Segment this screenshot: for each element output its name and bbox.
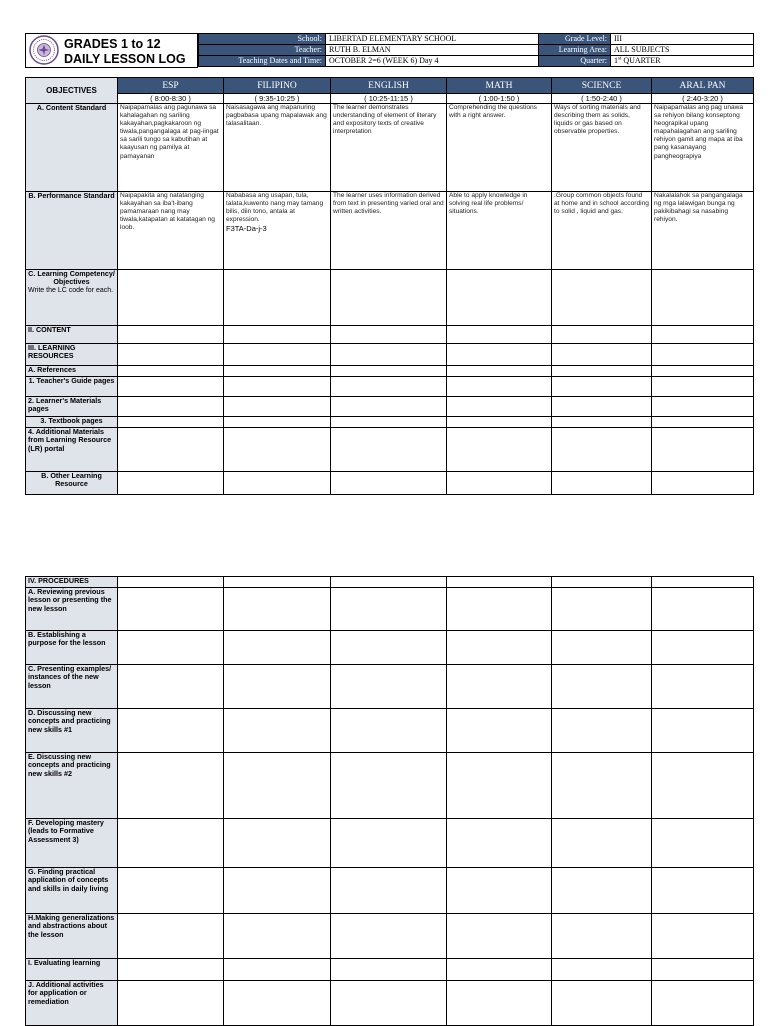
empty-cell <box>118 709 224 753</box>
empty-cell <box>224 270 331 326</box>
empty-cell <box>447 868 552 914</box>
lesson-log-table-2 <box>25 576 754 1026</box>
teacher-value: RUTH B. ELMAN <box>326 45 539 56</box>
empty-cell <box>331 588 447 631</box>
empty-cell <box>652 631 754 665</box>
empty-cell <box>224 428 331 472</box>
form-title-grades: GRADES 1 to 12 <box>64 37 161 51</box>
row-label-performance-standard: B. Performance Standard <box>26 192 118 270</box>
objectives-header: OBJECTIVES <box>26 78 118 104</box>
empty-cell <box>447 577 552 588</box>
empty-cell <box>447 819 552 868</box>
empty-cell <box>552 709 652 753</box>
empty-cell <box>118 959 224 981</box>
performance-standard-filipino-text: Nababasa ang usapan, tula, talata,kuwento nang may tamang bilis, diin tono, antala at expression. <box>226 192 324 224</box>
learning-area-label: Learning Area: <box>539 45 611 56</box>
row-label-reviewing-lesson: A. Reviewing previous lesson or presenting the new lesson <box>26 588 118 631</box>
empty-cell <box>447 417 552 428</box>
row-label-presenting-examples: C. Presenting examples/ instances of the new lesson <box>26 665 118 709</box>
content-standard-esp: Naipapamalas ang pagunawa sa kahalagahan ng sariling kakayahan,pagkakaroon ng tiwala,pangangalaga at pag-iingat sa sarili tungo sa kabutihan at kaayusan ng pamilya at pamayanan <box>118 104 224 192</box>
performance-standard-math: Able to apply knowledge in solving real life problems/ situations. <box>447 192 552 270</box>
content-standard-english: The learner demonstrates understanding of element of literary and expository texts of creative interpretation <box>331 104 447 192</box>
empty-cell <box>331 709 447 753</box>
empty-cell <box>552 981 652 1026</box>
subject-header-filipino: FILIPINO <box>224 78 331 94</box>
teacher-label: Teacher: <box>199 45 326 56</box>
performance-standard-esp: Naipapakita ang natatanging kakayahan sa iba't-ibang pamamaraan nang may tiwala,katapatan at katatagan ng loob. <box>118 192 224 270</box>
empty-cell <box>331 344 447 366</box>
empty-cell <box>552 959 652 981</box>
empty-cell <box>552 366 652 377</box>
empty-cell <box>331 397 447 417</box>
empty-cell <box>331 753 447 819</box>
row-label-generalizations: H.Making generalizations and abstractions about the lesson <box>26 914 118 959</box>
empty-cell <box>224 665 331 709</box>
content-standard-filipino: Naisasagawa ang mapanuring pagbabasa upang mapalawak ang talasalitaan. <box>224 104 331 192</box>
subject-header-science: SCIENCE <box>552 78 652 94</box>
empty-cell <box>224 326 331 344</box>
empty-cell <box>652 344 754 366</box>
content-standard-science: Ways of sorting materials and describing them as solids, liquids or gas based on observable properties. <box>552 104 652 192</box>
empty-cell <box>552 397 652 417</box>
teaching-dates-value: OCTOBER 2=6 (WEEK 6) Day 4 <box>326 56 539 67</box>
content-standard-aral-pan: Naipapamalas ang pag unawa sa rehiyon bilang konseptong heograpikal upang mapahalagahan ang sariling rehiyon gamit ang mapa at iba pang kasanayang pangheograpiya <box>652 104 754 192</box>
empty-cell <box>552 344 652 366</box>
row-label-additional-activities: J. Additional activities for application or remediation <box>26 981 118 1026</box>
school-label: School: <box>199 34 326 45</box>
empty-cell <box>224 366 331 377</box>
empty-cell <box>331 981 447 1026</box>
empty-cell <box>118 366 224 377</box>
row-label-learning-resources: III. LEARNING RESOURCES <box>26 344 118 366</box>
empty-cell <box>118 981 224 1026</box>
performance-standard-aral-pan: Nakalalahok sa pangangalaga ng mga lalawigan bunga ng pakikibahagi sa nasabing rehiyon. <box>652 192 754 270</box>
learning-area-value: ALL SUBJECTS <box>611 45 754 56</box>
empty-cell <box>652 868 754 914</box>
empty-cell <box>224 344 331 366</box>
empty-cell <box>552 819 652 868</box>
empty-cell <box>118 631 224 665</box>
empty-cell <box>447 665 552 709</box>
empty-cell <box>224 631 331 665</box>
empty-cell <box>224 981 331 1026</box>
empty-cell <box>118 914 224 959</box>
empty-cell <box>652 753 754 819</box>
empty-cell <box>447 377 552 397</box>
row-label-evaluating-learning: I. Evaluating learning <box>26 959 118 981</box>
empty-cell <box>331 270 447 326</box>
empty-cell <box>224 819 331 868</box>
row-label-learning-competency <box>26 270 118 326</box>
row-label-teachers-guide: 1. Teacher's Guide pages <box>26 377 118 397</box>
empty-cell <box>447 366 552 377</box>
empty-cell <box>652 397 754 417</box>
subject-header-esp: ESP <box>118 78 224 94</box>
empty-cell <box>652 981 754 1026</box>
empty-cell <box>447 753 552 819</box>
empty-cell <box>447 344 552 366</box>
teaching-dates-label: Teaching Dates and Time: <box>199 56 326 67</box>
empty-cell <box>552 377 652 397</box>
grade-level-label: Grade Level: <box>539 34 611 45</box>
empty-cell <box>552 588 652 631</box>
row-label-references: A. References <box>26 366 118 377</box>
empty-cell <box>331 868 447 914</box>
empty-cell <box>331 959 447 981</box>
empty-cell <box>224 753 331 819</box>
performance-standard-science: .Group common objects found at home and in school according to solid , liquid and gas. <box>552 192 652 270</box>
quarter-suffix: st <box>618 56 622 62</box>
lc-code-note: Write the LC code for each. <box>28 286 114 294</box>
empty-cell <box>447 709 552 753</box>
empty-cell <box>447 326 552 344</box>
time-aral-pan: ( 2:40-3:20 ) <box>652 94 754 104</box>
empty-cell <box>652 270 754 326</box>
empty-cell <box>447 472 552 495</box>
empty-cell <box>118 588 224 631</box>
empty-cell <box>447 631 552 665</box>
empty-cell <box>118 472 224 495</box>
empty-cell <box>118 665 224 709</box>
empty-cell <box>552 631 652 665</box>
empty-cell <box>331 377 447 397</box>
content-standard-math: Comprehending the questions with a right answer. <box>447 104 552 192</box>
empty-cell <box>552 326 652 344</box>
empty-cell <box>652 472 754 495</box>
empty-cell <box>331 326 447 344</box>
row-label-practical-application: G. Finding practical application of concepts and skills in daily living <box>26 868 118 914</box>
empty-cell <box>118 819 224 868</box>
empty-cell <box>652 377 754 397</box>
competency-code: F3TA-Da-j-3 <box>226 224 267 234</box>
empty-cell <box>331 428 447 472</box>
row-label-developing-mastery: F. Developing mastery (leads to Formative Assessment 3) <box>26 819 118 868</box>
row-label-establishing-purpose: B. Establishing a purpose for the lesson <box>26 631 118 665</box>
empty-cell <box>552 753 652 819</box>
empty-cell <box>652 428 754 472</box>
empty-cell <box>652 577 754 588</box>
empty-cell <box>652 819 754 868</box>
empty-cell <box>224 588 331 631</box>
empty-cell <box>331 577 447 588</box>
empty-cell <box>118 397 224 417</box>
quarter-number: 1 <box>614 56 618 65</box>
empty-cell <box>118 417 224 428</box>
empty-cell <box>118 753 224 819</box>
row-label-content-standard: A. Content Standard <box>26 104 118 192</box>
empty-cell <box>447 914 552 959</box>
empty-cell <box>118 377 224 397</box>
empty-cell <box>331 631 447 665</box>
form-title-log: DAILY LESSON LOG <box>64 52 186 66</box>
empty-cell <box>652 366 754 377</box>
empty-cell <box>447 270 552 326</box>
empty-cell <box>331 819 447 868</box>
empty-cell <box>552 270 652 326</box>
empty-cell <box>552 868 652 914</box>
empty-cell <box>118 868 224 914</box>
empty-cell <box>331 472 447 495</box>
deped-seal-icon <box>29 35 59 65</box>
empty-cell <box>552 472 652 495</box>
empty-cell <box>447 981 552 1026</box>
empty-cell <box>331 366 447 377</box>
empty-cell <box>224 472 331 495</box>
empty-cell <box>447 588 552 631</box>
row-label-other-resource: B. Other Learning Resource <box>26 472 118 495</box>
lesson-log-table-1 <box>25 77 754 495</box>
empty-cell <box>552 577 652 588</box>
empty-cell <box>331 417 447 428</box>
empty-cell <box>224 397 331 417</box>
school-value: LIBERTAD ELEMENTARY SCHOOL <box>326 34 539 45</box>
quarter-value <box>611 56 754 67</box>
learning-competency-label: C. Learning Competency/ Objectives <box>28 269 115 287</box>
empty-cell <box>224 868 331 914</box>
time-math: ( 1:00-1:50 ) <box>447 94 552 104</box>
empty-cell <box>118 326 224 344</box>
empty-cell <box>552 417 652 428</box>
subject-header-math: MATH <box>447 78 552 94</box>
empty-cell <box>224 417 331 428</box>
empty-cell <box>331 665 447 709</box>
empty-cell <box>447 428 552 472</box>
performance-standard-english: The learner uses information derived from text in presenting varied oral and written activities. <box>331 192 447 270</box>
empty-cell <box>224 577 331 588</box>
row-label-learners-materials: 2. Learner's Materials pages <box>26 397 118 417</box>
time-english: ( 10:25-11:15 ) <box>331 94 447 104</box>
empty-cell <box>652 709 754 753</box>
empty-cell <box>447 397 552 417</box>
row-label-discussing-skills-1: D. Discussing new concepts and practicing new skills #1 <box>26 709 118 753</box>
empty-cell <box>652 417 754 428</box>
empty-cell <box>447 959 552 981</box>
subject-header-english: ENGLISH <box>331 78 447 94</box>
time-filipino: ( 9:35-10:25 ) <box>224 94 331 104</box>
empty-cell <box>652 914 754 959</box>
empty-cell <box>552 665 652 709</box>
empty-cell <box>652 326 754 344</box>
time-science: ( 1:50-2:40 ) <box>552 94 652 104</box>
performance-standard-filipino <box>224 192 331 270</box>
empty-cell <box>118 428 224 472</box>
empty-cell <box>552 914 652 959</box>
empty-cell <box>118 270 224 326</box>
quarter-text: QUARTER <box>621 56 661 65</box>
empty-cell <box>652 588 754 631</box>
empty-cell <box>652 665 754 709</box>
form-title-box <box>25 33 198 68</box>
empty-cell <box>118 344 224 366</box>
row-label-content: II. CONTENT <box>26 326 118 344</box>
time-esp: ( 8:00-8:30 ) <box>118 94 224 104</box>
row-label-discussing-skills-2: E. Discussing new concepts and practicing new skills #2 <box>26 753 118 819</box>
subject-header-aral-pan: ARAL PAN <box>652 78 754 94</box>
empty-cell <box>331 914 447 959</box>
empty-cell <box>224 377 331 397</box>
grade-level-value: III <box>611 34 754 45</box>
header-info-table <box>198 33 754 67</box>
procedures-header: IV. PROCEDURES <box>26 577 118 588</box>
empty-cell <box>224 959 331 981</box>
empty-cell <box>224 709 331 753</box>
row-label-additional-materials: 4. Additional Materials from Learning Resource (LR) portal <box>26 428 118 472</box>
empty-cell <box>652 959 754 981</box>
quarter-label: Quarter: <box>539 56 611 67</box>
empty-cell <box>552 428 652 472</box>
row-label-textbook: 3. Textbook pages <box>26 417 118 428</box>
empty-cell <box>118 577 224 588</box>
empty-cell <box>224 914 331 959</box>
